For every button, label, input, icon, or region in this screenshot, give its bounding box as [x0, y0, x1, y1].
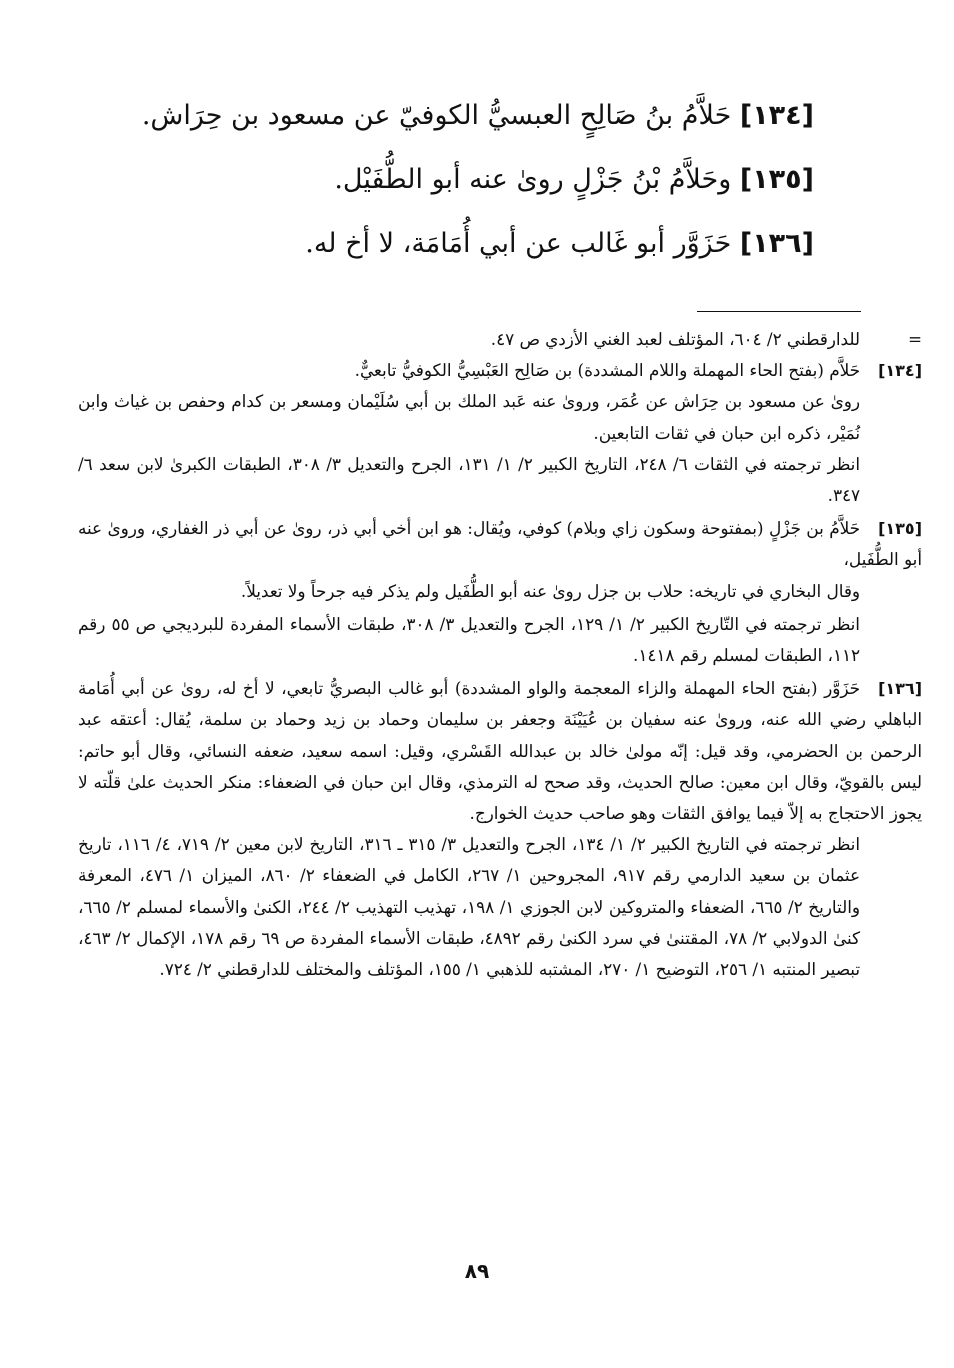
footnote-135-body: وقال البخاري في تاريخه: حلاب بن جزل روىٰ عنه أبو الطُّفَيل ولم يذكر فيه جرحاً ولا تعديلاً.	[240, 580, 860, 601]
footnote-136-refs: انظر ترجمته في التاريخ الكبير ٢/ ١/ ١٣٤، الجرح والتعديل ٣/ ٣١٥ ـ ٣١٦، التاريخ لابن معين ٢/ ٧١٩، ٤/ ١١٦، تاريخ عثمان بن سعيد الدارمي رقم ٩١٧، المجروحين ١/ ٢٦٧، الكامل في الضعفاء ٢/ ٨٦٠، الميزان ١/ ٤٧٦، المعرفة والتاريخ ٢/ ٦٦٥، الضعفاء والمتروكين لابن الجوزي ١/ ١٩٨، تهذيب التهذيب ٢/ ٢٤٤، الكنىٰ والأسماء لمسلم ٢/ ٦٦٥، كنىٰ الدولابي ٢/ ٧٨، المقتنىٰ في سرد الكنىٰ رقم ٤٨٩٢، طبقات الأسماء المفردة ص ٦٩ رقم ١٧٨، الإكمال ٢/ ٤٦٣، تبصير المنتبه ١/ ٢٥٦، التوضيح ١/ ٢٧٠، المشتبه للذهبي ١/ ١٥٥، المؤتلف والمختلف للدارقطني ٢/ ٧٢٤.	[78, 834, 861, 980]
entry-number: [١٣٥]	[739, 164, 814, 195]
footnote-marker: [١٣٥]	[878, 519, 922, 539]
footnote-text: حَزَوَّر (بفتح الحاء المهملة والزاء المعجمة والواو المشددة) أبو غالب البصريُّ تابعي، لا أخ له، روىٰ عن أبي أُمَامة الباهلي رضي الله عنه، وروىٰ عنه سفيان بن عُيَيْنَة وجعفر بن سليمان وحماد بن زيد وحماد بن سلمة، يُقال: أعتقه عبد الرحمن بن الحضرمي، وقد قيل: إنّه مولىٰ خالد بن عبدالله القَسْري، وقيل: اسمه سعيد، ضعفه النسائي، وقال أبو حاتم: ليس بالقويّ، وقال ابن معين: صالح الحديث، وقد صحح له الترمذي، وقال ابن حبان في الضعفاء: منكر الحديث علىٰ قلّته لا يجوز الاحتجاج به إلاّ فيما يوافق الثقات وهو صاحب حديث الخوارج.	[78, 678, 922, 824]
entry-134	[141, 100, 814, 164]
footnotes	[78, 324, 922, 985]
entry-text: حَلاَّمُ بنُ صَالِحٍ العبسيُّ الكوفيّ عن مسعود بن حِرَاش.	[141, 100, 732, 131]
entry-135	[170, 164, 814, 228]
footnote-continuation	[78, 324, 922, 355]
footnote-marker: [١٣٦]	[878, 679, 922, 699]
footnote-135-refs: انظر ترجمته في التّاريخ الكبير ٢/ ١/ ١٢٩، الجرح والتعديل ٣/ ٣٠٨، طبقات الأسماء المفردة للبرديجي ص ٥٥ رقم ١١٢، الطبقات لمسلم رقم ١٤١٨.	[78, 613, 860, 666]
entry-136	[170, 228, 814, 292]
footnote-text: حَلاَّم (بفتح الحاء المهملة واللام المشددة) بن صَالِح العَبْسِيُّ الكوفيُّ تابعيٌّ.	[354, 360, 860, 381]
footnote-marker: [١٣٤]	[878, 361, 922, 381]
entry-number: [١٣٤]	[739, 100, 814, 131]
main-text	[141, 100, 814, 292]
entry-text: وحَلاَّمُ بْنُ جَزْلٍ روىٰ عنه أبو الطُّفَيْل.	[334, 164, 732, 195]
page-number: ٨٩	[464, 1259, 490, 1283]
footnote-134-head	[78, 355, 922, 386]
footnote-text: حَلاَّمُ بن جَزْلٍ (بمفتوحة وسكون زاي وبلام) كوفي، ويُقال: هو ابن أخي أبي ذر، روىٰ عن أبي ذر الغفاري، وروىٰ عنه أبو الطُّفَيل،	[78, 518, 922, 570]
footnote-134-body: روىٰ عن مسعود بن حِرَاش عن عُمَر، وروىٰ عنه عَبد الملك بن أبي سُلَيْمان ومسعر بن كدام وحفص بن غياث وابن نُمَيْر، ذكره ابن حبان في ثقات التابعين.	[78, 391, 860, 443]
continuation-text: للدارقطني ٢/ ٦٠٤، المؤتلف لعبد الغني الأزدي ص ٤٧.	[490, 329, 860, 349]
continuation-marker: =	[907, 329, 922, 349]
footnote-separator	[697, 311, 861, 312]
footnote-134-refs: انظر ترجمته في الثقات ٦/ ٢٤٨، التاريخ الكبير ٢/ ١/ ١٣١، الجرح والتعديل ٣/ ٣٠٨، الطبقات الكبرىٰ لابن سعد ٦/ ٣٤٧.	[78, 453, 860, 506]
entry-text: حَزَوَّر أبو غَالب عن أبي أُمَامَة، لا أخ له.	[305, 228, 732, 259]
footnote-135-head	[78, 513, 922, 575]
entry-number: [١٣٦]	[739, 228, 814, 259]
footnote-136-head	[78, 673, 922, 829]
